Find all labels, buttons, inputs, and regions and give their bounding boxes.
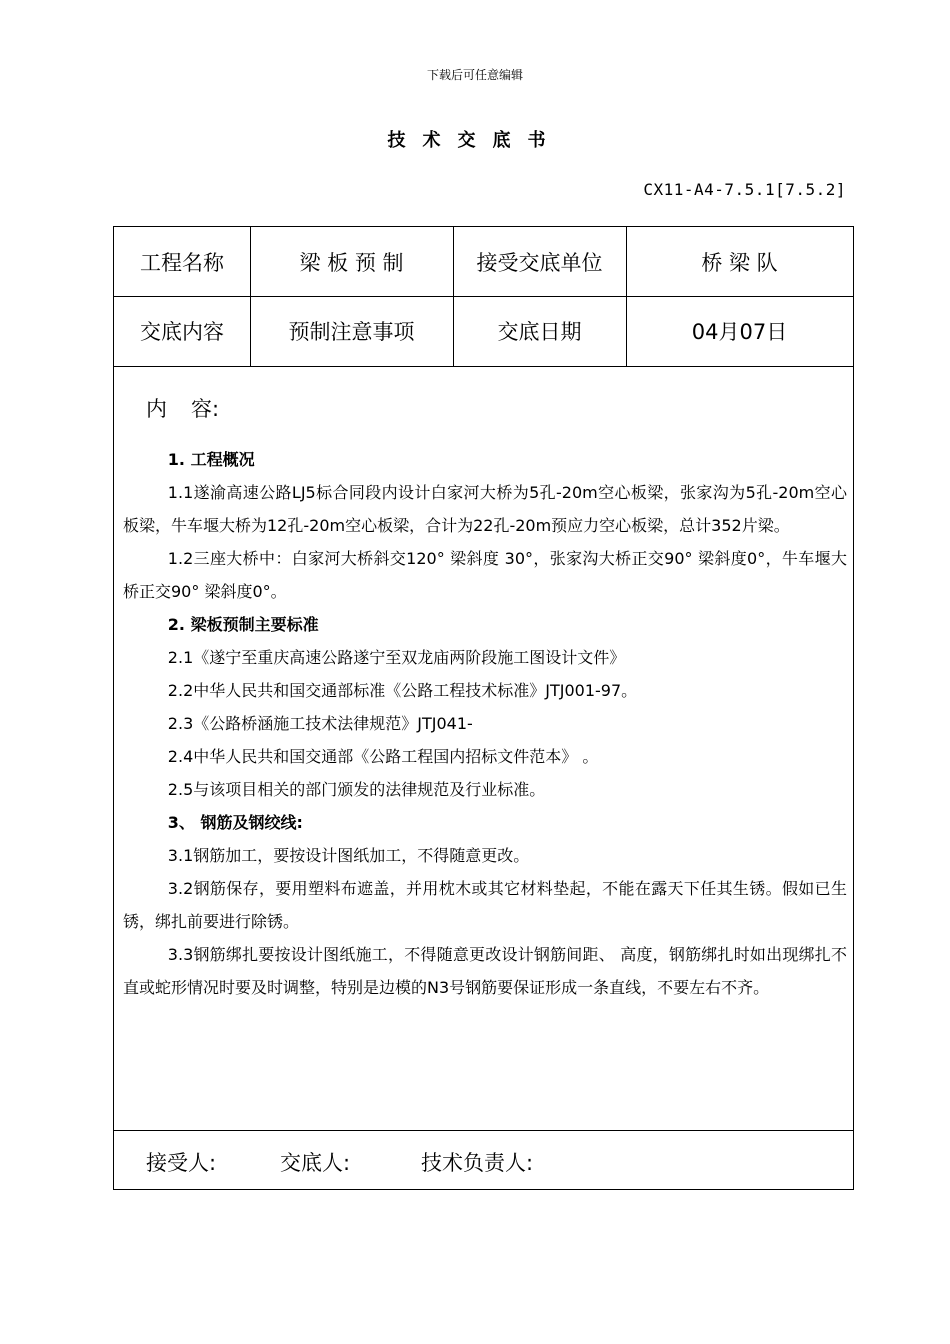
disclosure-form xyxy=(113,226,854,1190)
content-body xyxy=(123,443,847,1004)
project-name-value: 梁 板 预 制 xyxy=(299,250,404,275)
watermark-text: 下载后可任意编辑 xyxy=(426,68,523,82)
receiver-signature-label: 接受人: xyxy=(146,1151,217,1175)
disclosure-content-label: 交底内容 xyxy=(140,320,224,344)
content-label-part-a: 内 xyxy=(146,397,167,421)
section-heading: 1. 工程概况 xyxy=(167,450,255,469)
content-paragraph: 3.3钢筋绑扎要按设计图纸施工，不得随意更改设计钢筋间距、 高度，钢筋绑扎时如出现绑扎不直或蛇形情况时要及时调整，特别是边模的N3号钢筋要保证形成一条直线，不要左右不齐。 xyxy=(123,945,847,997)
content-paragraph: 1.2三座大桥中：白家河大桥斜交120° 梁斜度 30°，张家沟大桥正交90° 梁斜度0°，牛车堰大桥正交90° 梁斜度0°。 xyxy=(123,549,847,601)
section-heading: 2. 梁板预制主要标准 xyxy=(167,615,319,634)
content-paragraph: 2.1《遂宁至重庆高速公路遂宁至双龙庙两阶段施工图设计文件》 xyxy=(167,648,626,667)
content-label xyxy=(146,393,219,423)
content-paragraph: 2.3《公路桥涵施工技术法律规范》JTJ041- xyxy=(167,714,473,733)
disclosure-date-value: 04月07日 xyxy=(691,320,788,344)
content-paragraph: 2.4中华人民共和国交通部《公路工程国内招标文件范本》 。 xyxy=(167,747,599,766)
section-heading: 3、 钢筋及钢绞线: xyxy=(167,813,303,832)
content-paragraph: 2.2中华人民共和国交通部标准《公路工程技术标准》JTJ001-97。 xyxy=(167,681,638,700)
signature-divider xyxy=(114,1130,853,1131)
disclosure-date-label: 交底日期 xyxy=(497,320,582,344)
disclosure-content-value: 预制注意事项 xyxy=(288,320,415,344)
receiving-unit-label: 接受交底单位 xyxy=(476,250,603,275)
receiving-unit-value: 桥 梁 队 xyxy=(701,250,778,275)
document-number: CX11-A4-7.5.1[7.5.2] xyxy=(643,180,846,199)
signature-row xyxy=(146,1147,533,1177)
content-label-part-b: 容: xyxy=(191,397,220,421)
presenter-signature-label: 交底人: xyxy=(280,1151,351,1175)
tech-lead-signature-label: 技术负责人: xyxy=(421,1151,534,1175)
content-paragraph: 1.1遂渝高速公路LJ5标合同段内设计白家河大桥为5孔-20m空心板梁，张家沟为5孔-20m空心板梁，牛车堰大桥为12孔-20m空心板梁，合计为22孔-20m预应力空心板梁，总计352片梁。 xyxy=(123,483,847,535)
content-paragraph: 3.1钢筋加工，要按设计图纸加工，不得随意更改。 xyxy=(167,846,530,865)
content-paragraph: 3.2钢筋保存，要用塑料布遮盖，并用枕木或其它材料垫起，不能在露天下任其生锈。假如已生锈，绑扎前要进行除锈。 xyxy=(123,879,847,931)
content-paragraph: 2.5与该项目相关的部门颁发的法律规范及行业标准。 xyxy=(167,780,546,799)
row-divider xyxy=(114,366,853,367)
project-name-label: 工程名称 xyxy=(140,250,224,275)
page-title: 技术交底书 xyxy=(387,130,563,151)
